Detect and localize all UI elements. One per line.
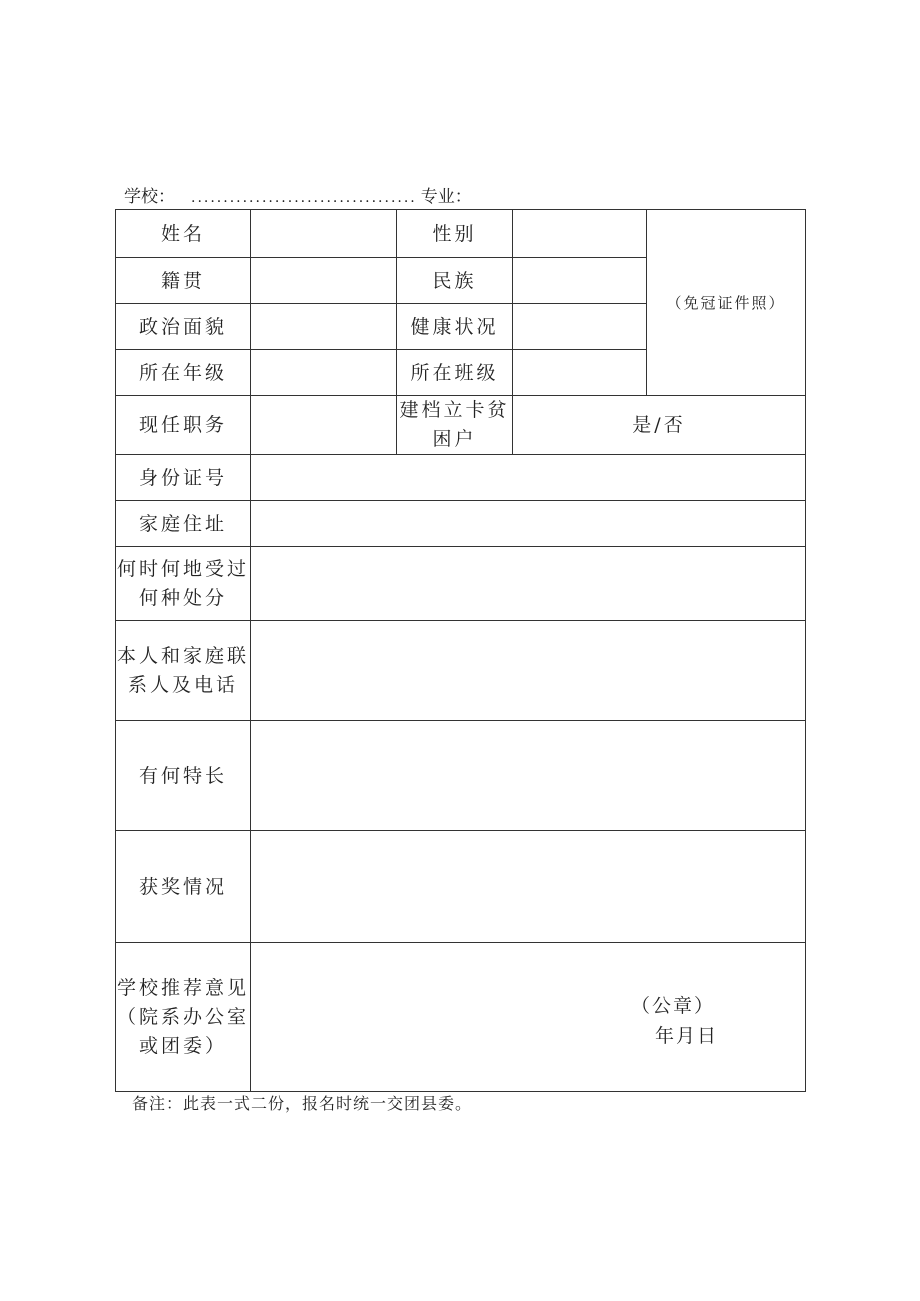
name-label: 姓名 — [116, 210, 251, 258]
awards-label: 获奖情况 — [116, 831, 251, 943]
contact-label-line1: 本人和家庭联 — [116, 644, 249, 667]
awards-field[interactable] — [251, 831, 806, 943]
ethnicity-label: 民族 — [397, 258, 513, 304]
political-status-field[interactable] — [251, 304, 397, 350]
gender-field[interactable] — [513, 210, 647, 258]
native-place-label: 籍贯 — [116, 258, 251, 304]
class-label: 所在班级 — [397, 350, 513, 396]
poverty-household-label — [397, 396, 513, 455]
address-field[interactable] — [251, 501, 806, 547]
punishment-label-line1: 何时何地受过 — [116, 557, 249, 580]
specialty-label: 有何特长 — [116, 721, 251, 831]
photo-placeholder: （免冠证件照） — [647, 210, 806, 396]
recommendation-label — [116, 943, 251, 1092]
form-header — [124, 186, 594, 208]
grade-label: 所在年级 — [116, 350, 251, 396]
grade-field[interactable] — [251, 350, 397, 396]
contact-label-line2: 系人及电话 — [127, 673, 238, 696]
position-label: 现任职务 — [116, 396, 251, 455]
specialty-field[interactable] — [251, 721, 806, 831]
health-label: 健康状况 — [397, 304, 513, 350]
health-field[interactable] — [513, 304, 647, 350]
recommendation-label-line3: 或团委） — [138, 1034, 227, 1057]
political-status-label: 政治面貌 — [116, 304, 251, 350]
school-label: 学校： — [124, 187, 175, 207]
punishment-label — [116, 547, 251, 621]
contact-label — [116, 621, 251, 721]
footnote: 备注：此表一式二份，报名时统一交团县委。 — [132, 1094, 473, 1113]
recommendation-label-line1: 学校推荐意见 — [116, 976, 249, 999]
recommendation-label-line2: （院系办公室 — [116, 1005, 249, 1028]
position-field[interactable] — [251, 396, 397, 455]
address-label: 家庭住址 — [116, 501, 251, 547]
punishment-label-line2: 何种处分 — [138, 586, 227, 609]
id-number-field[interactable] — [251, 455, 806, 501]
official-seal-label: （公章） — [631, 995, 716, 1017]
ethnicity-field[interactable] — [513, 258, 647, 304]
poverty-label-line1: 建档立卡贫 — [399, 399, 510, 421]
recommendation-field[interactable] — [251, 943, 806, 1092]
name-field[interactable] — [251, 210, 397, 258]
application-form-table — [115, 209, 806, 1092]
gender-label: 性别 — [397, 210, 513, 258]
punishment-field[interactable] — [251, 547, 806, 621]
class-field[interactable] — [513, 350, 647, 396]
contact-field[interactable] — [251, 621, 806, 721]
poverty-yes-no[interactable]: 是/否 — [513, 396, 806, 455]
native-place-field[interactable] — [251, 258, 397, 304]
school-dotted-line: ................................... — [191, 190, 417, 206]
date-label: 年月日 — [655, 1025, 719, 1047]
major-label: 专业： — [420, 187, 472, 207]
id-number-label: 身份证号 — [116, 455, 251, 501]
poverty-label-line2: 困户 — [432, 428, 477, 450]
